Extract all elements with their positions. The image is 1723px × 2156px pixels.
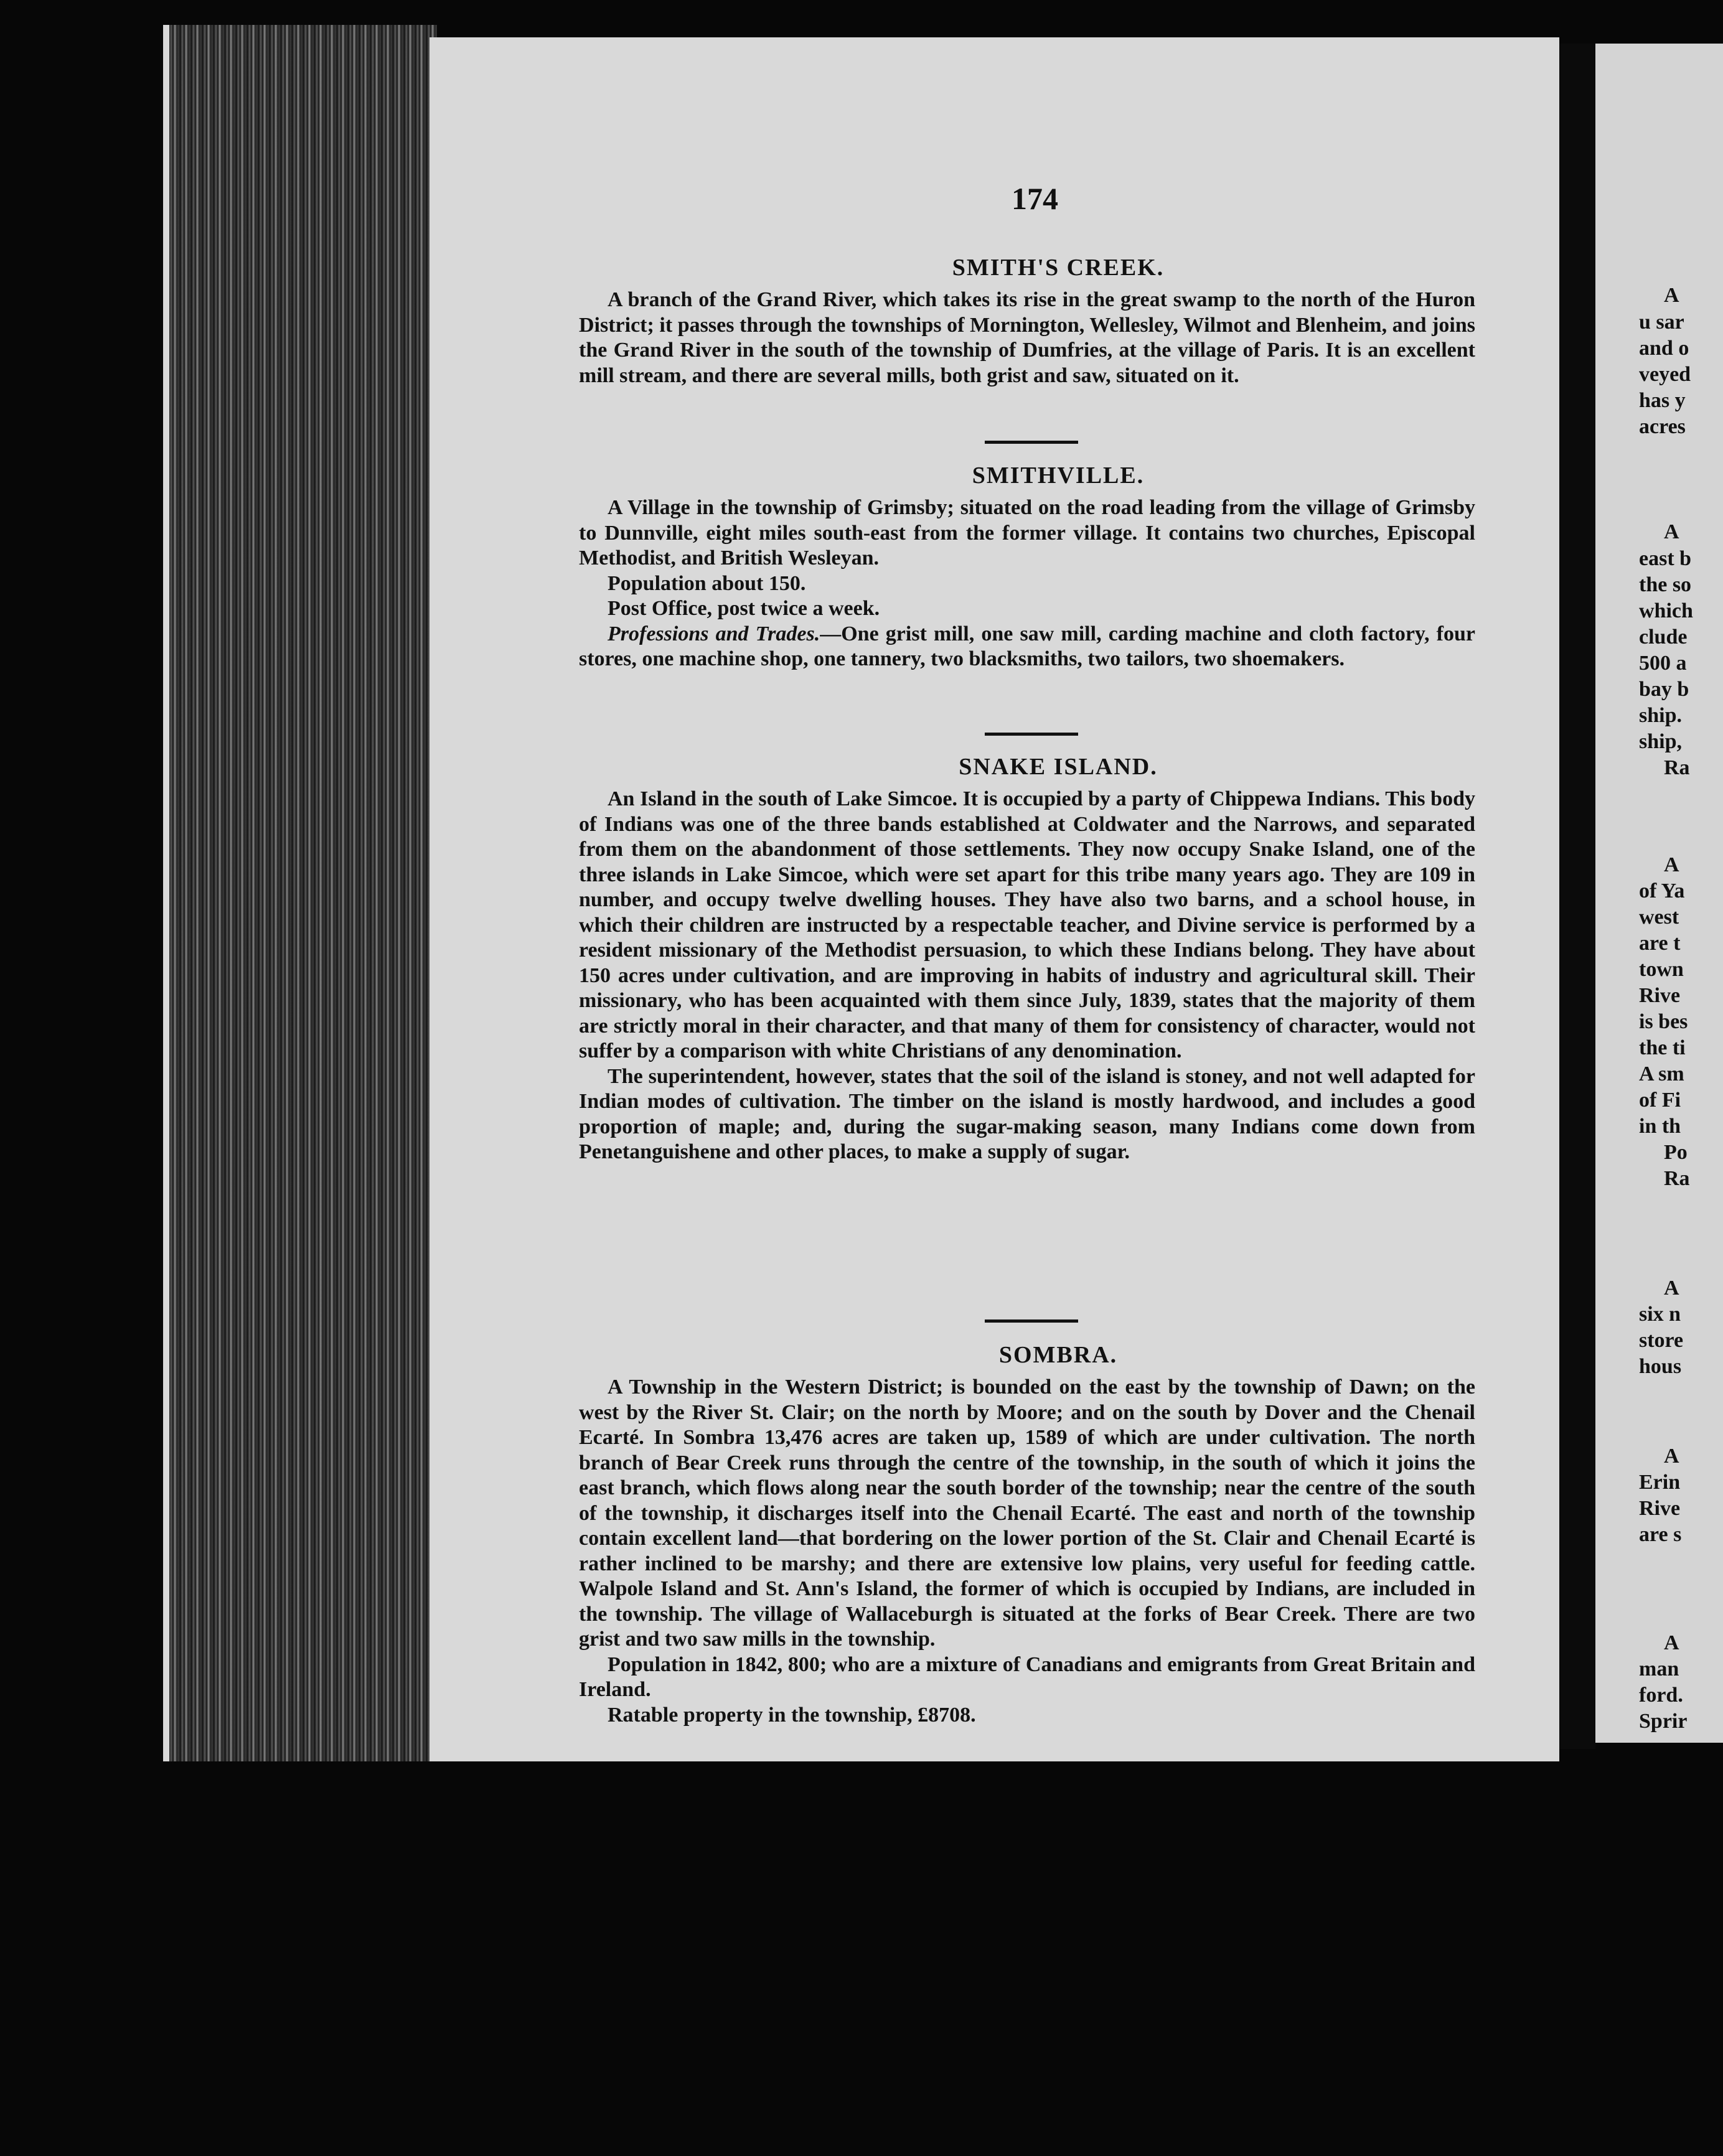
facing-fragment: town [1639,958,1684,981]
entry-title: SNAKE ISLAND. [959,754,1158,780]
facing-fragment: A [1664,853,1679,876]
entry-title: SOMBRA. [998,1342,1118,1368]
entry-paragraph: An Island in the south of Lake Simcoe. It is occupied by a party of Chippewa Indians. This body of Indians was one of the three bands established at Coldwater and the Narrows, and separated from them on the abandonment of those settlements. They now occupy Snake Island, one of the three islands in Lake Simcoe, which were set apart for this tribe many years ago. They are 109 in number, and occupy twelve dwelling houses. They have also two barns, and a school house, in which their children are instructed by a respectable teacher, and Divine service is performed by a resident missionary of the Methodist persuasion, to which these Indians belong. They have about 150 acres under cultivation, and are improving in habits of industry and agricultural skill. Their missionary, who has been acquainted with them since July, 1839, states that the majority of them are strictly moral in their character, and that many of them for consistency of character, would not suffer by a comparison with white Christians of any denomination. [579,787,1475,1062]
facing-fragment: has y [1639,389,1686,412]
entry-title: SMITH'S CREEK. [952,255,1165,281]
facing-fragment: A [1664,1631,1679,1654]
facing-fragment: ship, [1639,730,1682,753]
entry-paragraph: Population in 1842, 800; who are a mixture of Canadians and emigrants from Great Britain and Ireland. [579,1652,1475,1701]
entry-paragraph: A branch of the Grand River, which takes its rise in the great swamp to the north of the Huron District; it passes through the townships of Mornington, Wellesley, Wilmot and Blenheim, and joins the Grand River in the south of the township of Dumfries, at the village of Paris. It is an excellent mill stream, and there are several mills, both grist and saw, situated on it. [579,288,1475,387]
facing-fragment: Ra [1664,1167,1690,1190]
facing-fragment: hous [1639,1355,1682,1378]
trades-label: Professions and Trades. [608,622,820,645]
book-gutter [1559,44,1595,1749]
entry-paragraph: A Township in the Western District; is bounded on the east by the township of Dawn; on the west by the River St. Clair; on the north by Moore; and on the south by Dover and the Chenail Ecarté. In Sombra 13,476 acres are taken up, 1589 of which are under cultivation. The north branch of Bear Creek runs through the centre of the township, in the south of which it joins the east branch, which flows along near the south border of the township; near the centre of the south of the township, it discharges itself into the Chenail Ecarté. The east and north of the township contain excellent land—that bordering on the lower portion of the St. Clair and Chenail Ecarté is rather inclined to be marshy; and there are extensive low plains, very useful for feeding cattle. Walpole Island and St. Ann's Island, the former of which is occupied by Indians, are included in the township. The village of Wallaceburgh is situated at the forks of Bear Creek. There are two grist and two saw mills in the township. [579,1376,1475,1651]
facing-fragment: veyed [1639,363,1691,386]
facing-fragment: Rive [1639,1497,1681,1520]
facing-fragment: Po [1664,1141,1688,1164]
entry-paragraph: Post Office, post twice a week. [608,597,880,620]
entry-smiths-creek [579,254,1475,388]
facing-fragment: A [1664,520,1679,543]
facing-page [1595,44,1723,1743]
trades-text: —One grist mill, one saw mill, carding machine and cloth factory, four stores, one machine shop, one tannery, two blacksmiths, two tailors, two shoemakers. [579,622,1475,670]
facing-fragment: A sm [1639,1062,1684,1085]
entry-snake-island [579,753,1475,1165]
facing-fragment: which [1639,599,1693,622]
facing-fragment: clude [1639,626,1688,649]
facing-fragment: Ra [1664,756,1690,779]
facing-fragment: west [1639,906,1679,929]
facing-fragment: are s [1639,1523,1682,1546]
facing-fragment: and o [1639,337,1689,360]
facing-fragment: A [1664,284,1679,307]
facing-fragment: Rive [1639,984,1681,1007]
facing-fragment: ford. [1639,1684,1683,1707]
entry-paragraph: Population about 150. [608,571,806,595]
facing-fragment: bay b [1639,678,1689,701]
facing-fragment: six n [1639,1303,1681,1326]
facing-fragment: of Ya [1639,879,1685,902]
facing-fragment: east b [1639,547,1692,570]
facing-fragment: u sar [1639,311,1684,334]
entry-title: SMITHVILLE. [972,462,1145,489]
entry-sombra [579,1341,1475,1728]
facing-fragment: man [1639,1657,1679,1680]
facing-fragment: 500 a [1639,652,1687,675]
facing-fragment: acres [1639,415,1686,438]
facing-fragment: is bes [1639,1010,1688,1033]
entry-paragraph: The superintendent, however, states that the soil of the island is stoney, and not well adapted for Indian modes of cultivation. The timber on the island is mostly hardwood, and includes a good proportion of maple; and, during the sugar-making season, many Indians come down from Penetanguishene and other places, to make a supply of sugar. [579,1064,1475,1163]
entry-paragraph: A Village in the township of Grimsby; situated on the road leading from the village of Grimsby to Dunnville, eight miles south-east from the former village. It contains two churches, Episcopal Methodist, and British Wesleyan. [579,496,1475,569]
section-divider [985,1319,1078,1323]
section-divider [985,441,1078,444]
book-page-edges [163,25,437,1761]
facing-fragment: of Fi [1639,1089,1681,1112]
facing-fragment: Sprir [1639,1710,1688,1733]
section-divider [985,733,1078,736]
facing-fragment: store [1639,1329,1684,1352]
page-number: 174 [1012,181,1058,216]
facing-fragment: in th [1639,1115,1681,1138]
facing-fragment: the ti [1639,1036,1686,1059]
facing-fragment: are t [1639,932,1681,955]
facing-fragment: A [1664,1445,1679,1468]
facing-fragment: A [1664,1277,1679,1300]
entry-trades [579,622,1475,672]
entry-paragraph: Ratable property in the township, £8708. [608,1703,976,1727]
facing-fragment: the so [1639,573,1692,596]
facing-fragment: ship. [1639,704,1682,727]
facing-fragment: Erin [1639,1471,1681,1494]
entry-smithville [579,462,1475,672]
